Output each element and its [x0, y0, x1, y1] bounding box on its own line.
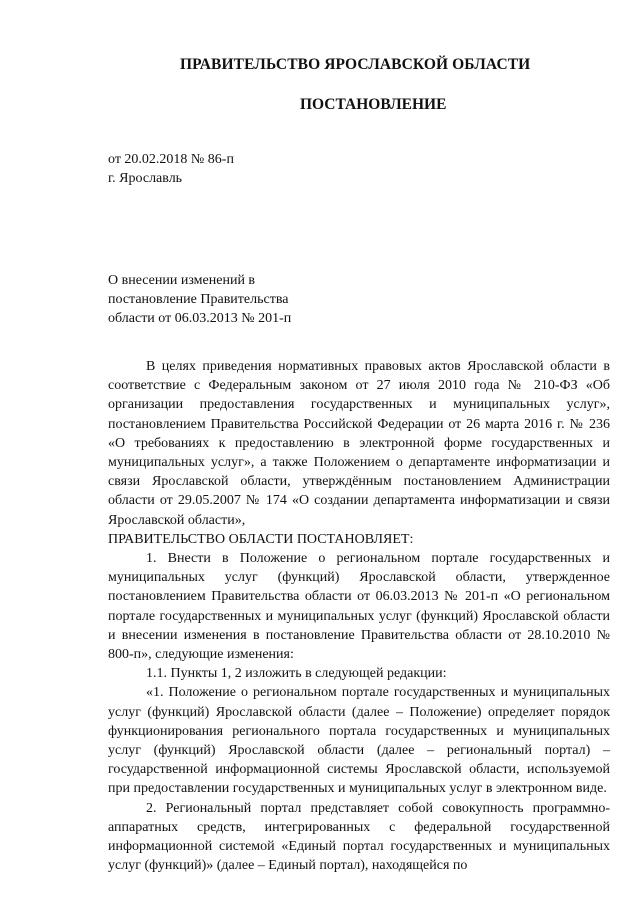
date-number: от 20.02.2018 № 86-п	[108, 152, 234, 167]
subject-line: области от 06.03.2013 № 201-п	[108, 311, 292, 326]
quote-2-paragraph: 2. Региональный портал представляет собой совокупность программно-аппаратных средств, интегрированных с федеральной государственной информационной системой «Единый портал государственных и муниципальных услуг (функций)» (далее – Единый портал), находящейся по	[108, 800, 610, 874]
subject-line: О внесении изменений в	[108, 273, 256, 288]
item-1-paragraph: 1. Внести в Положение о региональном портале государственных и муниципальных услуг (функций) Ярославской области, утвержденное постановлением Правительства области от 06.03.2013 № 201-п «О региональном портале государственных и муниципальных услуг (функций) Ярославской области и внесении изменения в постановление Правительства области от 28.10.2010 № 800-п», следующие изменения:	[108, 551, 610, 663]
document-subject	[108, 271, 291, 328]
document-type-title: ПОСТАНОВЛЕНИЕ	[300, 96, 447, 113]
document-body	[108, 357, 610, 875]
quote-1-paragraph: «1. Положение о региональном портале государственных и муниципальных услуг (функций) Ярославской области (далее – Положение) определяет порядок функционирования регионального портала государственных и муниципальных услуг (функций) Ярославской области (далее – региональный портал) – государственной информационной системы Ярославской области, используемой при предоставлении государственных и муниципальных услуг в электронном виде.	[108, 685, 610, 797]
city: г. Ярославль	[108, 171, 183, 186]
document-meta	[108, 150, 234, 188]
resolves-line: ПРАВИТЕЛЬСТВО ОБЛАСТИ ПОСТАНОВЛЯЕТ:	[108, 531, 414, 547]
organization-title: ПРАВИТЕЛЬСТВО ЯРОСЛАВСКОЙ ОБЛАСТИ	[180, 56, 531, 73]
subject-line: постановление Правительства	[108, 292, 289, 307]
preamble-paragraph: В целях приведения нормативных правовых актов Ярославской области в соответствие с Федеральным законом от 27 июля 2010 года № 210-ФЗ «Об организации предоставления государственных и муниципальных услуг», постановлением Правительства Российской Федерации от 26 марта 2016 г. № 236 «О требованиях к предоставлению в электронной форме государственных и муниципальных услуг», а также Положением о департаменте информатизации и связи Ярославской области, утверждённым постановлением Администрации области от 29.05.2007 № 174 «О создании департамента информатизации и связи Ярославской области»,	[108, 359, 610, 528]
item-1-1-paragraph: 1.1. Пункты 1, 2 изложить в следующей редакции:	[146, 666, 447, 682]
